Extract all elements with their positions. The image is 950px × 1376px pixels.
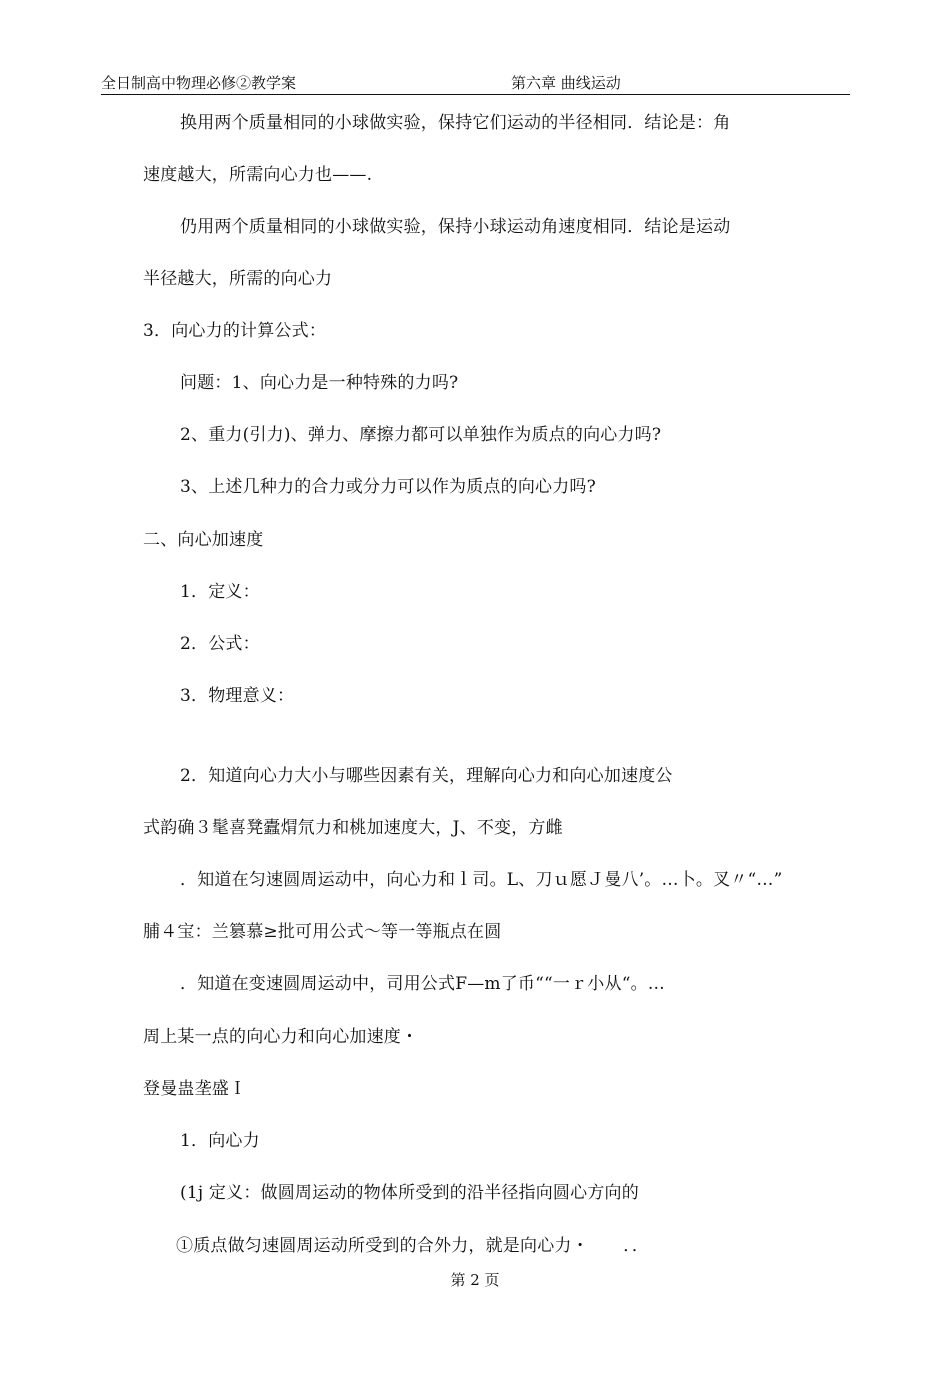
text-line: 周上某一点的向心力和向心加速度・ bbox=[143, 1027, 419, 1047]
text-line: 2．公式： bbox=[180, 634, 260, 654]
text-line: ①质点做匀速圆周运动所受到的合外力，就是向心力・ ．． bbox=[176, 1236, 650, 1256]
text-line: ．知道在变速圆周运动中，司用公式F—m了币““一ｒ小从“。… bbox=[180, 974, 665, 994]
text-line: 2．知道向心力大小与哪些因素有关，理解向心力和向心加速度公 bbox=[180, 766, 673, 786]
text-line: 速度越大，所需向心力也——. bbox=[143, 165, 373, 185]
text-line: 半径越大，所需的向心力 bbox=[143, 269, 333, 289]
header-chapter-title: 第六章 曲线运动 bbox=[511, 74, 621, 92]
text-line: 问题：1、向心力是一种特殊的力吗? bbox=[180, 373, 459, 393]
text-line: 仍用两个质量相同的小球做实验，保持小球运动角速度相同．结论是运动 bbox=[180, 217, 731, 237]
page-header bbox=[101, 74, 850, 95]
text-line: 3．物理意义： bbox=[180, 686, 295, 706]
text-line: 式韵确３髦喜凳蠹焨氘力和桃加速度大，J、不变，方雌 bbox=[143, 818, 563, 838]
text-line: 2、重力(引力)、弹力、摩擦力都可以单独作为质点的向心力吗? bbox=[180, 425, 662, 445]
section-heading: 二、向心加速度 bbox=[143, 530, 264, 550]
text-line: 1．定义： bbox=[180, 582, 260, 602]
text-line: 换用两个质量相同的小球做实验，保持它们运动的半径相同．结论是：角 bbox=[180, 113, 731, 133]
text-line: 3、上述几种力的合力或分力可以作为质点的向心力吗? bbox=[180, 477, 596, 497]
section-heading: 3．向心力的计算公式： bbox=[143, 321, 327, 341]
header-course-title: 全日制高中物理必修②教学案 bbox=[101, 74, 297, 92]
text-line: 1．向心力 bbox=[180, 1131, 260, 1151]
text-line: ．知道在匀速圆周运动中，向心力和ｌ司。L、刀ｕ愿Ｊ曼八’。…卜。叉〃“…” bbox=[180, 870, 783, 890]
section-heading: 登曼蛊垄盛Ｉ bbox=[143, 1079, 247, 1099]
text-line: (1j 定义：做圆周运动的物体所受到的沿半径指向圆心方向的 bbox=[180, 1183, 639, 1203]
text-line: 脯４宝：兰篡慕≥批可用公式～等一等瓶点在圆 bbox=[143, 922, 502, 942]
page-number: 第 2 页 bbox=[450, 1271, 500, 1289]
